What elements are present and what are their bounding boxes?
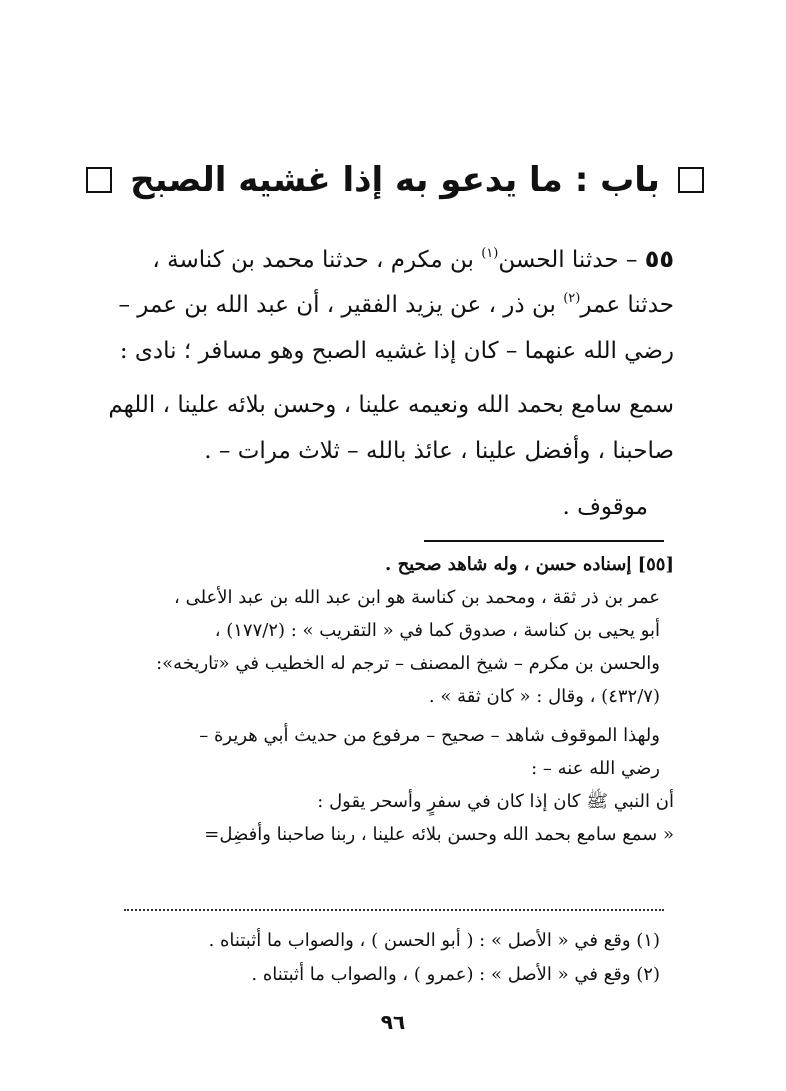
hadith-line-5: صاحبنا ، وأفضل علينا ، عائذ بالله – ثلاث مرات – . — [204, 438, 674, 464]
commentary-line: عمر بن ذر ثقة ، ومحمد بن كناسة هو ابن عبد الله بن عبد الأعلى ، — [174, 587, 660, 608]
commentary-heading: [٥٥] إسناده حسن ، وله شاهد صحيح . — [385, 554, 674, 575]
commentary-line: « سمع سامع بحمد الله وحسن بلائه علينا ، ربنا صاحبنا وأفضِل= — [204, 824, 674, 845]
commentary-line: ولهذا الموقوف شاهد – صحيح – مرفوع من حديث أبي هريرة – — [199, 725, 660, 746]
commentary-line: رضي الله عنه – : — [531, 758, 660, 779]
hadith-line-3: رضي الله عنهما – كان إذا غشيه الصبح وهو مسافر ؛ نادى : — [119, 338, 674, 364]
hadith-line-2: حدثنا عمر$^{(٢)}$ بن ذر ، عن يزيد الفقير ، أن عبد الله بن عمر – — [118, 291, 674, 318]
commentary-line: أن النبي ﷺ كان إذا كان في سفرٍ وأسحر يقول : — [317, 791, 674, 812]
commentary — [104, 548, 674, 851]
footnote-1: (١) وقع في « الأصل » : ( أبو الحسن ) ، والصواب ما أثبتناه . — [208, 930, 660, 951]
commentary-line: (٤٣٢/٧) ، وقال : « كان ثقة » . — [428, 686, 660, 707]
footnote-mark-2: (٢) — [563, 291, 581, 306]
footnote-separator — [124, 909, 664, 911]
commentary-line: أبو يحيى بن كناسة ، صدوق كما في « التقريب » : (١٧٧/٢) ، — [214, 620, 660, 641]
hadith-line-4: سمع سامع بحمد الله ونعيمه علينا ، وحسن بلائه علينا ، اللهم — [108, 392, 674, 418]
chapter-heading — [110, 150, 680, 210]
hadith-line-1: ٥٥ – حدثنا الحسن$^{(١)}$ بن مكرم ، حدثنا محمد بن كناسة ، — [152, 245, 674, 273]
commentary-line: والحسن بن مكرم – شيخ المصنف – ترجم له الخطيب في «تاريخه»: — [156, 653, 660, 674]
page-number: ٩٦ — [380, 1010, 406, 1034]
footnote-mark-1: (١) — [481, 246, 499, 261]
chapter-title: باب : ما يدعو به إذا غشيه الصبح — [130, 160, 660, 200]
hadith-number: ٥٥ — [644, 245, 674, 273]
footnotes — [104, 924, 674, 992]
hadith-text — [104, 236, 674, 530]
heading-box-right — [678, 167, 704, 193]
footnote-2: (٢) وقع في « الأصل » : (عمرو ) ، والصواب ما أثبتناه . — [251, 964, 660, 985]
hadith-grade: موقوف . — [562, 494, 648, 520]
commentary-rule — [424, 540, 664, 542]
heading-box-left — [86, 167, 112, 193]
